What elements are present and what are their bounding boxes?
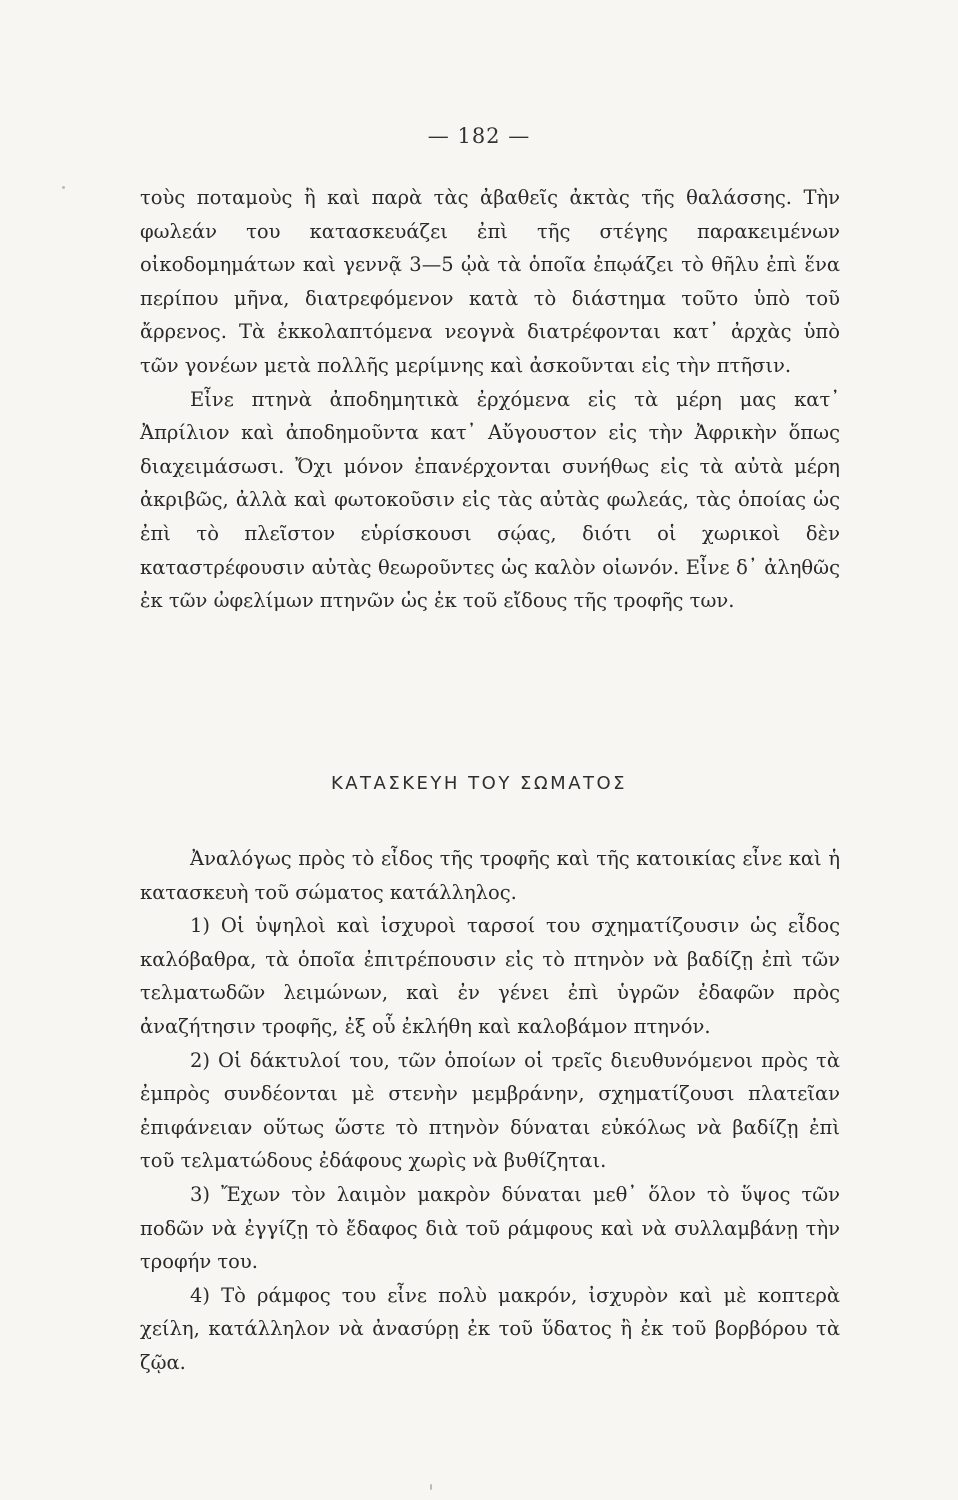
paragraph: Εἶνε πτηνὰ ἀποδημητικὰ ἐρχόμενα εἰς τὰ μέρη μας κατ᾽ Ἀπρίλιον καὶ ἀποδημοῦντα κατ᾽ Αὔγουστον εἰς τὴν Ἀφρικὴν ὅπως διαχειμάσωσι. Ὄχι μόνον ἐπανέρχονται συνήθως εἰς τὰ αὐτὰ μέρη ἀκριβῶς, ἀλλὰ καὶ φωτοκοῦσιν εἰς τὰς αὐτὰς φωλεάς, τὰς ὁποίας ὡς ἐπὶ τὸ πλεῖστον εὑρίσκουσι σῴας, διότι οἱ χωρικοὶ δὲν καταστρέφουσιν αὐτὰς θεωροῦντες ὡς καλὸν οἰωνόν. Εἶνε δ᾽ ἀληθῶς ἐκ τῶν ὠφελίμων πτηνῶν ὡς ἐκ τοῦ εἴδους τῆς τροφῆς των.	[140, 387, 840, 613]
paper-speck	[62, 186, 65, 189]
section-heading: ΚΑΤΑΣΚΕΥΗ ΤΟΥ ΣΩΜΑΤΟΣ	[330, 773, 628, 794]
list-item: 3) Ἔχων τὸν λαιμὸν μακρὸν δύναται μεθ᾽ ὅλον τὸ ὕψος τῶν ποδῶν νὰ ἐγγίζῃ τὸ ἔδαφος διὰ τοῦ ράμφους καὶ νὰ συλλαμβάνῃ τὴν τροφήν του.	[140, 1182, 840, 1274]
paragraph: τοὺς ποταμοὺς ἢ καὶ παρὰ τὰς ἀβαθεῖς ἀκτὰς τῆς θαλάσσης. Τὴν φωλεάν του κατασκευάζει ἐπὶ τῆς στέγης παρακειμένων οἰκοδομημάτων καὶ γεννᾷ 3—5 ᾠὰ τὰ ὁποῖα ἐπῳάζει τὸ θῆλυ ἐπὶ ἕνα περίπου μῆνα, διατρεφόμενον κατὰ τὸ διάστημα τοῦτο ὑπὸ τοῦ ἄρρενος. Τὰ ἐκκολαπτόμενα νεογνὰ διατρέφονται κατ᾽ ἀρχὰς ὑπὸ τῶν γονέων μετὰ πολλῆς μερίμνης καὶ ἀσκοῦνται εἰς τὴν πτῆσιν.	[140, 186, 840, 377]
paper-speck	[430, 1484, 432, 1490]
list-item: 1) Οἱ ὑψηλοὶ καὶ ἰσχυροὶ ταρσοί του σχηματίζουσιν ὡς εἶδος καλόβαθρα, τὰ ὁποῖα ἐπιτρέπουσιν εἰς τὸ πτηνὸν νὰ βαδίζῃ ἐπὶ τῶν τελματωδῶν λειμώνων, καὶ ἐν γένει ἐπὶ ὑγρῶν ἐδαφῶν πρὸς ἀναζήτησιν τροφῆς, ἐξ οὗ ἐκλήθη καὶ καλοβάμον πτηνόν.	[140, 914, 840, 1038]
list-item: 4) Τὸ ράμφος του εἶνε πολὺ μακρόν, ἰσχυρὸν καὶ μὲ κοπτερὰ χείλη, κατάλληλον νὰ ἀνασύρῃ ἐκ τοῦ ὕδατος ἢ ἐκ τοῦ βορβόρου τὰ ζῷα.	[140, 1283, 840, 1374]
paragraph: Ἀναλόγως πρὸς τὸ εἶδος τῆς τροφῆς καὶ τῆς κατοικίας εἶνε καὶ ἡ κατασκευὴ τοῦ σώματος κατάλληλος.	[140, 847, 840, 904]
section-text-body-structure	[140, 842, 840, 1380]
list-item: 2) Οἱ δάκτυλοί του, τῶν ὁποίων οἱ τρεῖς διευθυνόμενοι πρὸς τὰ ἐμπρὸς συνδέονται μὲ στενὴν μεμβράνην, σχηματίζουσι πλατεῖαν ἐπιφάνειαν οὕτως ὥστε τὸ πτηνὸν δύναται εὐκόλως νὰ βαδίζῃ ἐπὶ τοῦ τελματώδους ἐδάφους χωρὶς νὰ βυθίζηται.	[140, 1048, 840, 1173]
section-text-opening	[140, 181, 840, 618]
page-number: — 182 —	[427, 124, 531, 148]
